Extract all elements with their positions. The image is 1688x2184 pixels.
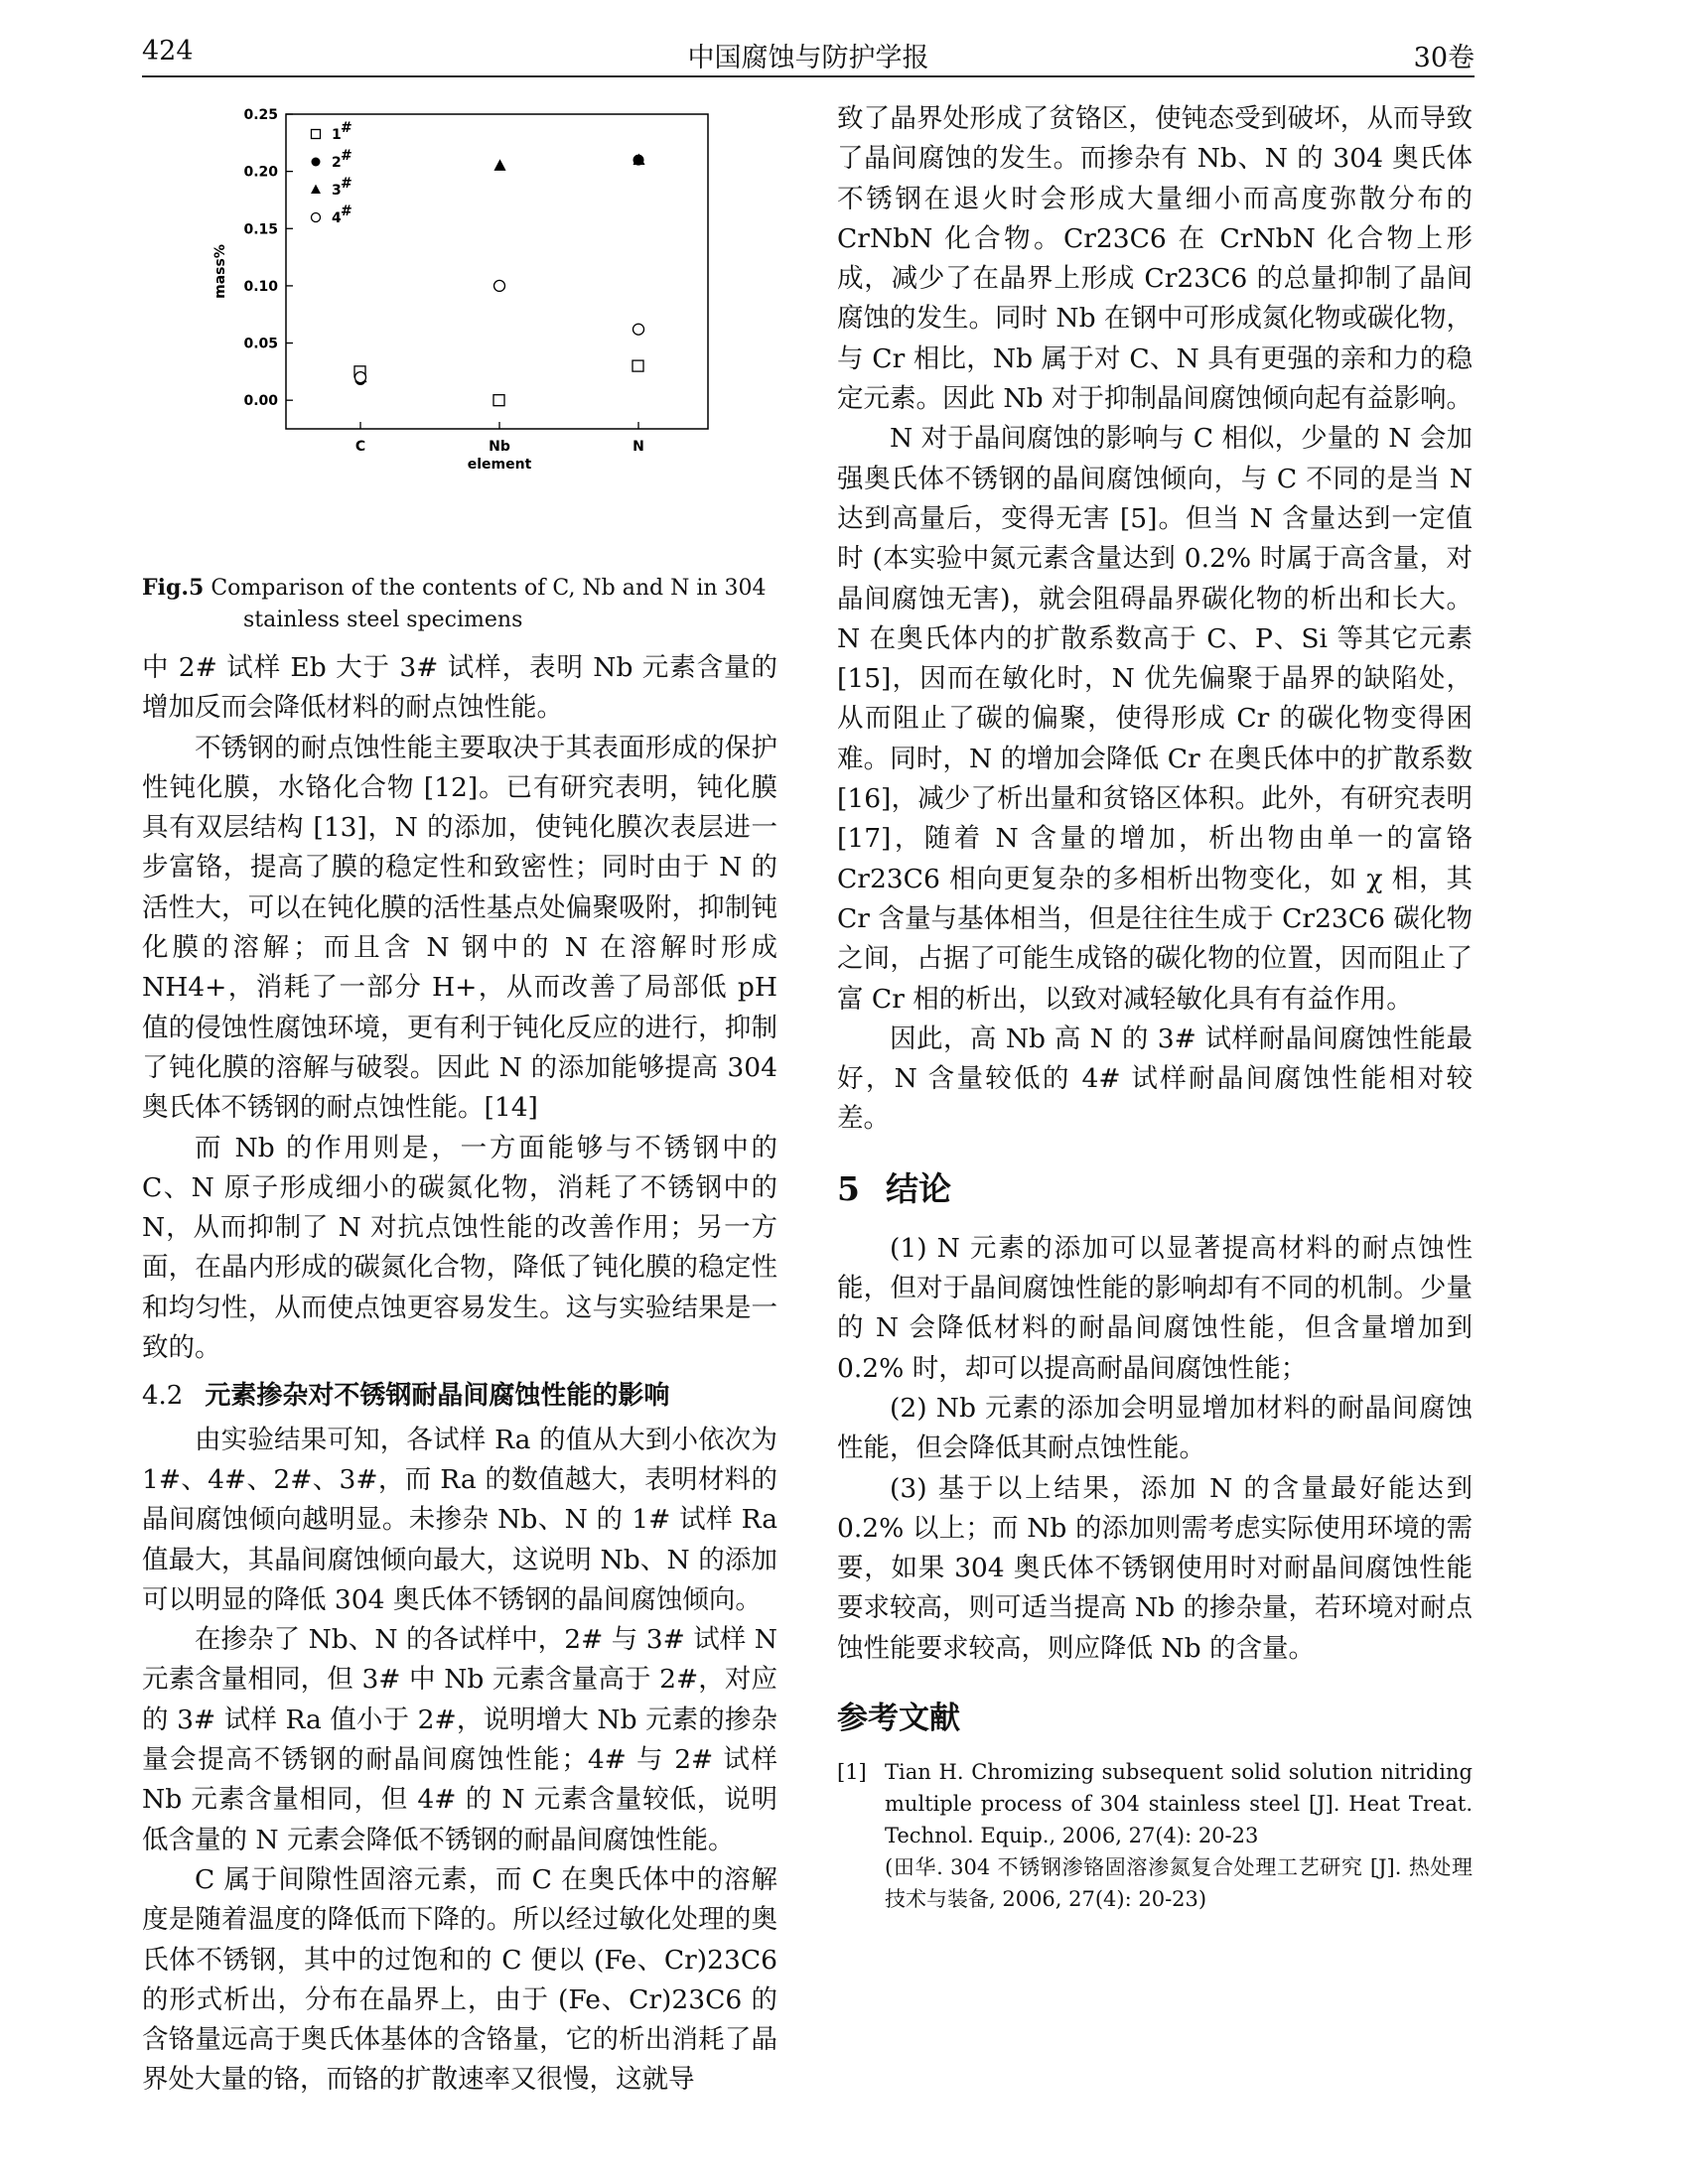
page-header [142, 30, 1475, 77]
y-tick-label: 0.15 [243, 221, 278, 238]
right-column [837, 99, 1473, 1915]
legend-label-mark: # [341, 176, 352, 192]
legend-marker [312, 130, 321, 139]
left-column [142, 99, 777, 2101]
y-axis-label: mass% [212, 244, 228, 299]
paragraph: 而 Nb 的作用则是，一方面能够与不锈钢中的 C、N 原子形成细小的碳氮化物，消耗了不锈钢中的 N，从而抑制了 N 对抗点蚀性能的改善作用；另一方面，在晶内形成的碳氮化合物，降低了钝化膜的稳定性和均匀性，从而使点蚀更容易发生。这与实验结果是一致的。 [142, 1132, 777, 1364]
legend-label: 1 [332, 127, 342, 143]
y-tick-label: 0.20 [243, 164, 278, 181]
legend-label-mark: # [341, 120, 352, 136]
legend-label-mark: # [341, 148, 352, 164]
paragraph: 在掺杂了 Nb、N 的各试样中，2# 与 3# 试样 N 元素含量相同，但 3# 中 Nb 元素含量高于 2#，对应的 3# 试样 Ra 值小于 2#，说明增大 Nb 元素的掺杂量会提高不锈钢的耐晶间腐蚀性能；4# 与 2# 试样 Nb 元素含量相同，但 4# 的 N 元素含量较低，说明低含量的 N 元素会降低不锈钢的耐晶间腐蚀性能。 [142, 1624, 777, 1855]
section-title: 结论 [885, 1168, 951, 1208]
x-axis-label: element [467, 457, 532, 473]
section-title: 元素掺杂对不锈钢耐晶间腐蚀性能的影响 [205, 1381, 670, 1412]
paragraph: N 对于晶间腐蚀的影响与 C 相似，少量的 N 会加强奥氏体不锈钢的晶间腐蚀倾向，与 C 不同的是当 N 达到高量后，变得无害 [5]。但当 N 含量达到一定值时 (本实验中氮元素含量达到 0.2% 时属于高含量，对晶间腐蚀无害)，就会阻碍晶界碳化物的析出和长大。N 在奥氏体内的扩散系数高于 C、P、Si 等其它元素 [15]，因而在敏化时，N 优先偏聚于晶界的缺陷处，从而阻止了碳的偏聚，使得形成 Cr 的碳化物变得困难。同时，N 的增加会降低 Cr 在奥氏体中的扩散系数 [16]，减少了析出量和贫铬区体积。此外，有研究表明 [17]，随着 N 含量的增加，析出物由单一的富铬 Cr23C6 相向更复杂的多相析出物变化，如 χ 相，其 Cr 含量与基体相当，但是往往生成于 Cr23C6 碳化物之间，占据了可能生成铬的碳化物的位置，因而阻止了富 Cr 相的析出，以致对减轻敏化具有有益作用。 [837, 423, 1473, 1015]
conclusion-item: (1) N 元素的添加可以显著提高材料的耐点蚀性能，但对于晶间腐蚀性能的影响却有不同的机制。少量的 N 会降低材料的耐晶间腐蚀性能，但含量增加到 0.2% 时，却可以提高耐晶间腐蚀性能； [837, 1232, 1473, 1384]
paragraph: 致了晶界处形成了贫铬区，使钝态受到破坏，从而导致了晶间腐蚀的发生。而掺杂有 Nb、N 的 304 奥氏体不锈钢在退火时会形成大量细小而高度弥散分布的 CrNbN 化合物。Cr23C6 在 CrNbN 化合物上形成，减少了在晶界上形成 Cr23C6 的总量抑制了晶间腐蚀的发生。同时 Nb 在钢中可形成氮化物或碳化物，与 Cr 相比，Nb 属于对 C、N 具有更强的亲和力的稳定元素。因此 Nb 对于抑制晶间腐蚀倾向起有益影响。 [837, 103, 1473, 415]
reference-chinese: (田华. 304 不锈钢渗铬固溶渗氮复合处理工艺研究 [J]. 热处理技术与装备, 2006, 27(4): 20-23) [885, 1855, 1473, 1912]
caption-line-2: stainless steel specimens [243, 608, 523, 632]
conclusion-item: (2) Nb 元素的添加会明显增加材料的耐晶间腐蚀性能，但会降低其耐点蚀性能。 [837, 1392, 1473, 1464]
scatter-chart [142, 99, 777, 566]
reference-number: [1] [837, 1760, 867, 1785]
y-tick-label: 0.05 [243, 336, 278, 352]
data-point [494, 280, 505, 291]
section-number: 5 [837, 1168, 860, 1208]
conclusion-item: (3) 基于以上结果，添加 N 的含量最好能达到 0.2% 以上；而 Nb 的添加则需考虑实际使用环境的需要，如果 304 奥氏体不锈钢使用时对耐晶间腐蚀性能要求较高，则可适当提高 Nb 的掺杂量，若环境对耐点蚀性能要求较高，则应降低 Nb 的含量。 [837, 1472, 1473, 1664]
section-number: 4.2 [142, 1381, 184, 1412]
data-point [633, 324, 644, 335]
figure-5 [142, 99, 777, 566]
x-tick-label: N [633, 439, 644, 455]
data-point [633, 360, 643, 371]
reference-item [837, 1756, 1473, 1915]
y-tick-label: 0.25 [243, 107, 278, 123]
x-tick-label: C [354, 439, 366, 455]
data-point [493, 159, 505, 171]
references-heading: 参考文献 [837, 1700, 960, 1736]
data-point [355, 372, 366, 383]
paragraph: 中 2# 试样 Eb 大于 3# 试样，表明 Nb 元素含量的增加反而会降低材料的耐点蚀性能。 [142, 652, 777, 724]
section-heading-4-2 [142, 1376, 777, 1416]
figure-caption [142, 572, 777, 636]
legend-marker [312, 213, 321, 222]
legend-label: 3 [332, 183, 342, 199]
x-tick-label: Nb [489, 439, 510, 455]
legend-label-mark: # [341, 204, 352, 219]
legend-label: 2 [332, 155, 342, 171]
reference-english: Tian H. Chromizing subsequent solid solution nitriding multiple process of 304 stainless steel [J]. Heat Treat. Technol. Equip., 2006, 27(4): 20-23 [885, 1760, 1473, 1848]
reference-text [885, 1756, 1473, 1915]
page-number: 424 [142, 36, 194, 67]
paragraph: 由实验结果可知，各试样 Ra 的值从大到小依次为 1#、4#、2#、3#，而 Ra 的数值越大，表明材料的晶间腐蚀倾向越明显。未掺杂 Nb、N 的 1# 试样 Ra 值最大，其晶间腐蚀倾向最大，这说明 Nb、N 的添加可以明显的降低 304 奥氏体不锈钢的晶间腐蚀倾向。 [142, 1424, 777, 1615]
legend-label: 4 [332, 210, 342, 226]
paragraph: 不锈钢的耐点蚀性能主要取决于其表面形成的保护性钝化膜，水铬化合物 [12]。已有研究表明，钝化膜具有双层结构 [13]，N 的添加，使钝化膜次表层进一步富铬，提高了膜的稳定性和致密性；同时由于 N 的活性大，可以在钝化膜的活性基点处偏聚吸附，抑制钝化膜的溶解；而且含 N 钢中的 N 在溶解时形成 NH4+，消耗了一部分 H+，从而改善了局部低 pH 值的侵蚀性腐蚀环境，更有利于钝化反应的进行，抑制了钝化膜的溶解与破裂。因此 N 的添加能够提高 304 奥氏体不锈钢的耐点蚀性能。[14] [142, 732, 777, 1124]
figure-label: Fig.5 [142, 575, 205, 601]
legend-marker [311, 185, 321, 194]
paragraph: C 属于间隙性固溶元素，而 C 在奥氏体中的溶解度是随着温度的降低而下降的。所以经过敏化处理的奥氏体不锈钢，其中的过饱和的 C 便以 (Fe、Cr)23C6 的形式析出，分布在晶界上，由于 (Fe、Cr)23C6 的含铬量远高于奥氏体基体的含铬量，它的析出消耗了晶界处大量的铬，而铬的扩散速率又很慢，这就导 [142, 1863, 777, 2096]
journal-title: 中国腐蚀与防护学报 [687, 43, 929, 73]
legend-marker [312, 158, 321, 167]
caption-line-1: Comparison of the contents of C, Nb and N in 304 [211, 576, 767, 601]
volume-label: 30卷 [1413, 43, 1475, 73]
section-heading-5 [837, 1167, 1473, 1211]
y-tick-label: 0.10 [243, 278, 278, 295]
data-point [493, 395, 504, 406]
y-tick-label: 0.00 [243, 393, 278, 410]
paragraph: 因此，高 Nb 高 N 的 3# 试样耐晶间腐蚀性能最好，N 含量较低的 4# 试样耐晶间腐蚀性能相对较差。 [837, 1023, 1473, 1135]
